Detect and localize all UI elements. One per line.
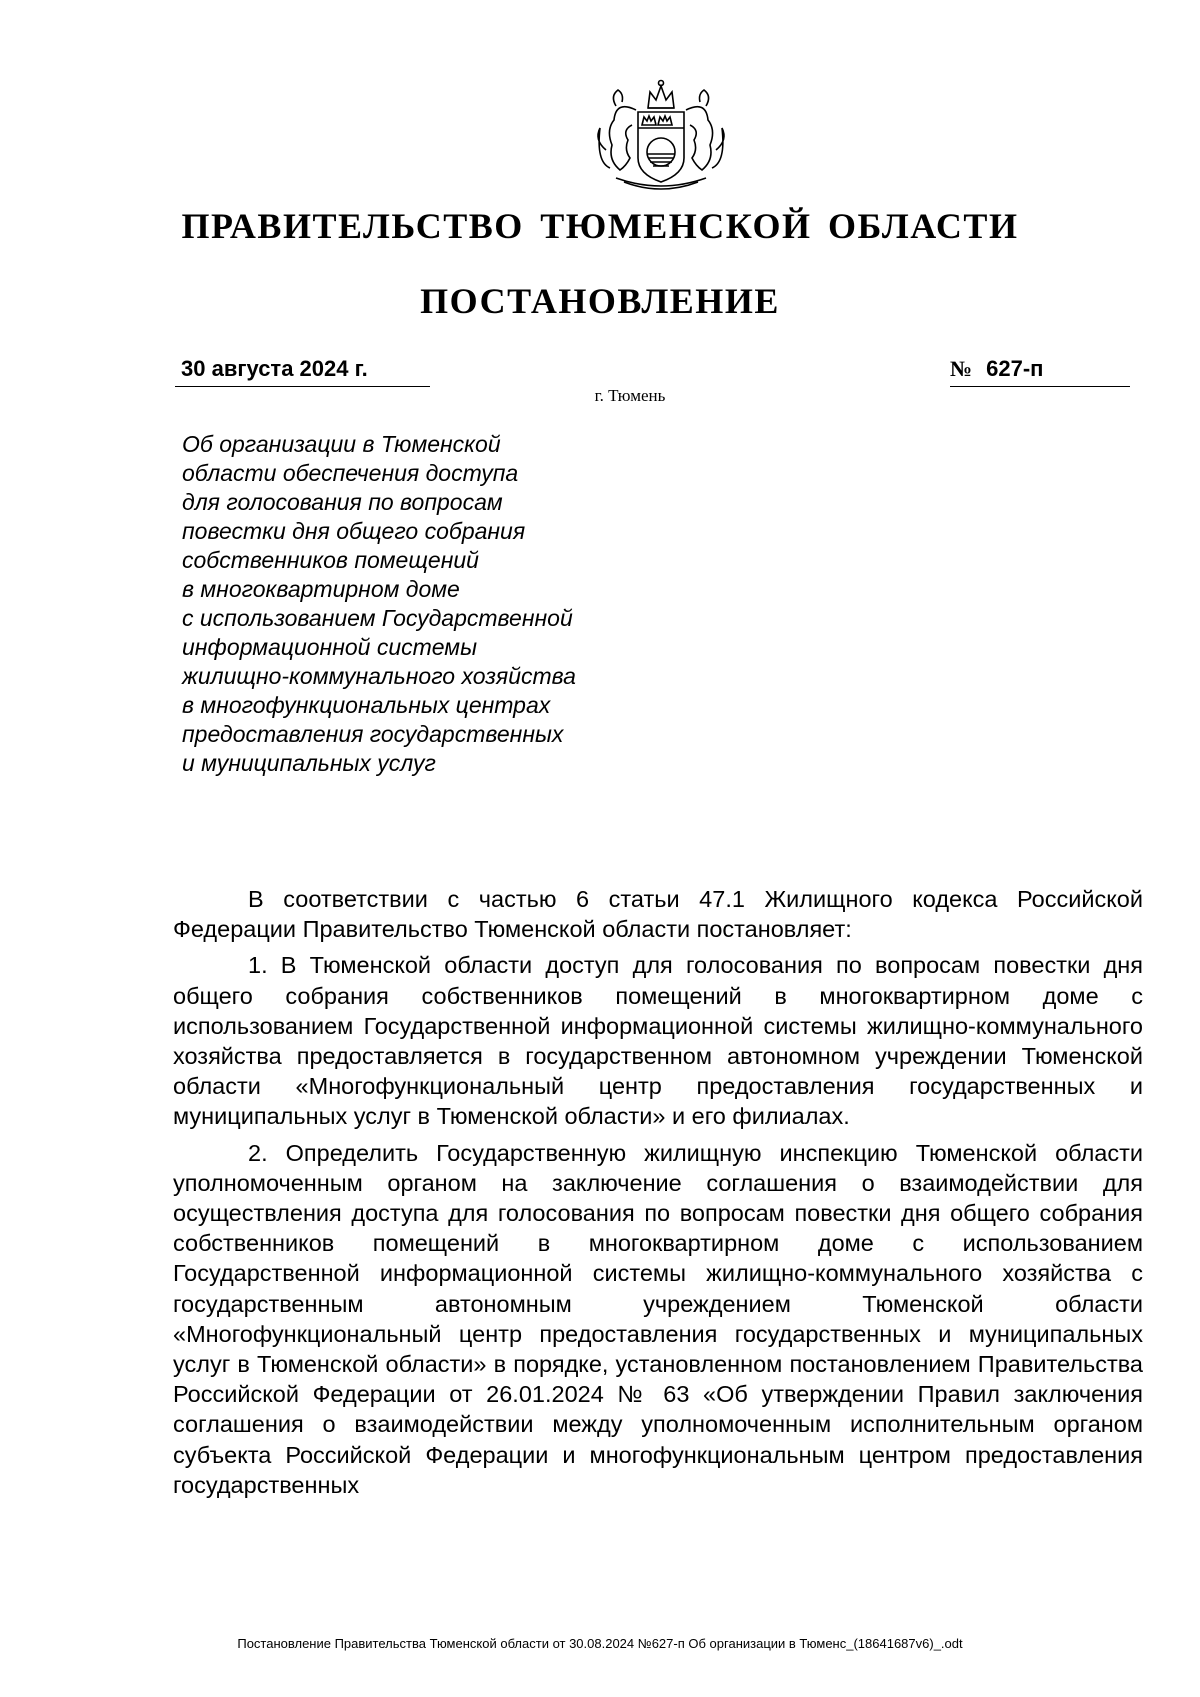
subject-line: предоставления государственных bbox=[182, 721, 564, 747]
document-date-field bbox=[175, 352, 430, 387]
subject-line: собственников помещений bbox=[182, 547, 479, 573]
number-sign: № bbox=[950, 356, 973, 381]
subject-line: для голосования по вопросам bbox=[182, 489, 503, 515]
coat-of-arms-icon bbox=[586, 70, 736, 195]
document-subject bbox=[182, 430, 702, 778]
subject-line: в многоквартирном доме bbox=[182, 576, 460, 602]
organization-title: ПРАВИТЕЛЬСТВО ТЮМЕНСКОЙ ОБЛАСТИ bbox=[181, 206, 1019, 246]
subject-line: в многофункциональных центрах bbox=[182, 692, 551, 718]
item-1-paragraph: 1. В Тюменской области доступ для голосования по вопросам повестки дня общего собрания собственников помещений в многоквартирном доме с использованием Государственной информационной системы жилищно-коммунального хозяйства предоставляется в государственном автономном учреждении Тюменской области «Многофункциональный центр предоставления государственных и муниципальных услуг в Тюменской области» и его филиалах. bbox=[173, 952, 1143, 1130]
subject-line: повестки дня общего собрания bbox=[182, 518, 526, 544]
document-body bbox=[173, 884, 1143, 1506]
subject-line: Об организации в Тюменской bbox=[182, 431, 501, 457]
subject-line: и муниципальных услуг bbox=[182, 750, 436, 776]
subject-line: жилищно-коммунального хозяйства bbox=[182, 663, 576, 689]
document-number: 627-п bbox=[986, 356, 1044, 381]
document-date: 30 августа 2024 г. bbox=[181, 356, 368, 381]
document-number-field bbox=[950, 352, 1130, 387]
item-2-paragraph: 2. Определить Государственную жилищную инспекцию Тюменской области уполномоченным органом на заключение соглашения о взаимодействии для осуществления доступа для голосования по вопросам повестки дня общего собрания собственников помещений в многоквартирном доме с использованием Государственной информационной системы жилищно-коммунального хозяйства с государственным автономным учреждением Тюменской области «Многофункциональный центр предоставления государственных и муниципальных услуг в Тюменской области» в порядке, установленном постановлением Правительства Российской Федерации от 26.01.2024 № 63 «Об утверждении Правил заключения соглашения о взаимодействии между уполномоченным исполнительным органом субъекта Российской Федерации и многофункциональным центром предоставления государственных bbox=[173, 1139, 1143, 1498]
document-city: г. Тюмень bbox=[594, 386, 666, 405]
subject-line: с использованием Государственной bbox=[182, 605, 573, 631]
subject-line: области обеспечения доступа bbox=[182, 460, 519, 486]
document-footer: Постановление Правительства Тюменской области от 30.08.2024 №627-п Об организации в Тюменс_(18641687v6)_.odt bbox=[237, 1636, 963, 1651]
subject-line: информационной системы bbox=[182, 634, 478, 660]
preamble-paragraph: В соответствии с частью 6 статьи 47.1 Жилищного кодекса Российской Федерации Правительство Тюменской области постановляет: bbox=[173, 886, 1143, 943]
document-type-title: ПОСТАНОВЛЕНИЕ bbox=[420, 281, 780, 321]
